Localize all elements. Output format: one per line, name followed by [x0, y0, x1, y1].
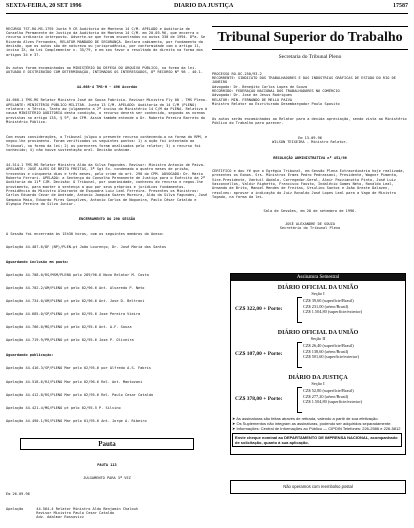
left-paragraph: 44.660-1 TMS-MS Relator Ministro José de Souza Fabricio. Revisor Ministro Fly 00 - TMS Pleno. APELANTE: MINISTÉRIO PÚBLICO MILITAR. Junta 13 C/M. APELADO: Auditoria da 14 C/M (PLENO) relatora: a Tércio, Tanto ao julgamento a 2ª inciso do Ministério 14 C/M da PLENA. Relativo à causa MINISTÉRIO AUDITORIA desta condição, o recurso deverá ser conhecido, segundo as normas previstas no artigo 135, § 9º, da CFM. Assim também entende o Dr. Roberto Pereira Barreto do Ministério Público.	[6, 98, 210, 124]
price-line: CZ$ 231,00 (aéreo/Brasil)	[303, 303, 349, 309]
dispatch-signature: Em 13.09.96 WILSON TEIXEIRA - Ministro Relator.	[272, 135, 348, 144]
price-line: CZ$ 277,20 (aéreo/Brasil)	[303, 393, 349, 399]
note-item: Envie cheque nominal ao DEPARTAMENTO DE IMPRENSA NACIONAL, acompanhado de solicitação, quanto à sua aplicação.	[232, 433, 402, 447]
list-item: Apelação 44.412-8/RS/PLENO Mar pelo 02/95-6 Rel. Paulo Cesar Cataldo	[6, 392, 154, 397]
list-item: Apelação 44.702-2/AM/PLENO pt pelo 02/96.6 Ant. Alvaredo P. Neto	[6, 286, 145, 291]
list-heading: Aguardando publicação:	[6, 353, 54, 358]
left-paragraph: 44.514-1 TMS-MS Relator Ministro Aldo da Silva Fagundes. Revisor: Ministro Antonio de Paiva. APELANTE: JOSÉ ALVES DE BRITO FREITAS, 3ª Sgt Ex. condenado a quatro meses de prisão, trezentos e cinquenta dias e três meses, pelo crime do art. 290 do CPM. ADVOGADO: Dr. Mario Roberto Ferrari. APELADA: a Sentença do Conselho Permanente de Justiça para o Exército da 2ª Auditoria da 11ª CJM. Decisão: O Tribunal, por unanimidade, conheceu do recurso e negou-lhe provimento, para manter a sentença a quo por seus próprios e jurídicos fundamentos. Presidência do Ministro Almirante de Esquadra Luiz Leal Ferreira. Presentes os Ministros: Carlos Eduardo Cezar de Andrade, Antonio Joaquim Soares Moreira, Aldo da Silva Fagundes, José Sampaio Maia, Eduardo Pires Gonçalves, Antonio Carlos de Nogueira, Paulo César Cataldo e Olympio Pereira da Silva Junior.	[6, 163, 210, 207]
note-item: ➤ Os Suplementos não integram as assinaturas, podendo ser adquiridos separadamente.	[232, 421, 392, 426]
header-rule	[6, 13, 408, 14]
court-title: Tribunal Superior do Trabalho	[212, 26, 408, 50]
process-details: PROCESSO RO-DC-250/93.2 RECORRENTE: SINDICATO DOS TRABALHADORES E DAS INDÚSTRIAS GRÁFICAS DE ESTADO DO RIO DE JANEIRO Advogado: Dr. Benedito Carlos Lopes de Souza RECORRIDO: FEDERAÇÃO NACIONAL DOS TRABALHADORES NO COMÉRCIO Advogado: Dr. Jose de Jesus Rodrigues RELATOR: MIN. FERNANDO DE MELLO PAIVA Ministro Relator ao Escriturado Desembargador Paulo Sposito	[212, 71, 396, 107]
publication-section: Seção I	[311, 291, 325, 296]
brace-icon	[297, 387, 302, 413]
section-heading: 44.668-4 TMS-H - 496 Acordão	[76, 85, 138, 90]
resolution-date: Sala de Sessões, em 20 de setembro de 1996.	[263, 209, 357, 213]
price-line: CZ$ 52,80 (superfície/Brasil)	[303, 388, 354, 393]
left-paragraph: RECURSO TST-RO-MS-1795 Junta 9 CR Auditoria de Mantena 14 C/M. APELADO e Auditoria de Conselho Permanente de Justiça da Auditoria de Mantena 14 C/M. em 20.05.96, que encerra o recurso ordinario interposto. Adverte-se que foram encontradas no autos 330 de 1994. 8ºa. Se Ricardo Alves Fernandes, RELATOR MANDADO DE SEGURANÇA. Declara cabimento, por fundamento da decisão, que os autos são de natureza ou jurisprudência, por conformidade com o artigo 11, inciso IX, da Lei Complementar n. 35/79, e em seu favor o resultado de direito na forma dos artigos 34 e 37.	[6, 26, 208, 57]
publication-name: DIÁRIO DA JUSTIÇA	[288, 375, 348, 381]
price-row	[231, 296, 405, 326]
pauta-heading: Pauta	[20, 438, 194, 450]
price-line: CZ$ 1.504,80 (superfície/exterior)	[303, 309, 363, 314]
price-line: CZ$ 138,60 (aéreo/Brasil)	[303, 348, 349, 354]
left-column	[6, 18, 208, 528]
pauta-entry: Apelação 44.564-4 Relator Ministro Aldo Benjamin Chalouh Revisor Ministro Paulo Cesar Cataldo Adv. Adalmar Rossovicz	[6, 506, 138, 520]
list-item: Apelação 44.487-6/DF (NP)/PLEN-pt João Lourenço, Dr. José Maria dos Santos	[6, 245, 167, 250]
price-total: CZ$ 107,00 + Porte:	[235, 351, 283, 357]
list-item: Apelação 44.719-9/PR/PLENO pt pelo 02/95-6 Jose P. Oliveira	[6, 338, 134, 343]
header-page-number: 17587	[393, 3, 408, 9]
subscription-band: Assinatura Semestral	[231, 274, 405, 281]
subscription-notes	[232, 416, 402, 447]
resolution-heading: RESOLUÇÃO ADMINISTRATIVA nº 451/96	[273, 155, 347, 160]
header-date: SEXTA-FEIRA, 20 SET 1996	[6, 3, 82, 9]
publication-name: DIÁRIO OFICIAL DA UNIÃO	[277, 285, 359, 291]
resolution-text: CERTIFICO e dou fé que o Egrégio Tribunal, em Sessão Plena Extraordinária hoje realizada, presentes os Exmos. Srs. Ministros Ermes Pedro Pedrassani, Presidente, Wagner Pimenta, Vice-Presidente, Vantuil Abdala, Corregedor-Geral, Almir Pazzianotto Pinto, José Luiz Vasconcellos, Valdir Righetto, Francisco Fausto, Indalécio Gomes Neto, Ronaldo Leal, Armando de Brito, Manoel Mendes de Freitas, Ursulino Santos e João Oreste Dalazen, resolveu: aprovar a indicação do Juiz Ronaldo José Lopes Leal para a Vaga de Ministro Togado, na forma da lei.	[212, 168, 407, 199]
list-item: Apelação 44.518-6/RJ/PLENO Mar pelo 02/96-6 Rel. Ant. Mantovani	[6, 379, 143, 384]
price-line: CZ$ 1.504,80 (superfície/exterior)	[303, 399, 363, 404]
publication-section: Seção II	[310, 336, 326, 341]
list-heading: Aguardando inclusão em pauta:	[6, 260, 69, 265]
list-item: Apelação 44.734-0/AM/PLENO pt pelo 02/96-6 Ant. Jose D. Beltrani	[6, 299, 145, 304]
right-column	[212, 18, 408, 239]
price-line: CZ$ 26,40 (superfície/Brasil)	[303, 343, 354, 348]
brace-icon	[297, 342, 302, 368]
page-header	[6, 3, 408, 13]
list-item: Apelação 44.416-3/SP/PLENO Mar pelo 02/95-6 por Alfredo A.S. Fabris	[6, 366, 151, 371]
list-item: Apelação 44.708-0/RS/MSM/PLENO pelo 289/96.6 Novo Relator M. Costa	[6, 273, 149, 278]
list-item: Apelação 44.706-0/MG/PLENO pt pelo 02/95-6 Ant. A.F. Souza	[6, 325, 132, 330]
price-line: CZ$ 501,60 (superfície/exterior)	[303, 354, 359, 359]
postal-notice: Não operamos com reembolso postal	[230, 480, 406, 494]
publication-name: DIÁRIO OFICIAL DA UNIÃO	[277, 330, 359, 336]
list-item: Apelação 44.685-0/SP/PLENO pt pelo 02/95-6 Jose Pereira Vieira	[6, 312, 141, 317]
pauta-number: PAUTA 113	[97, 462, 117, 467]
note-item: ➤ As assinaturas são feitas através de retirada, valendo a partir de sua efetivação.	[232, 416, 379, 421]
section-heading: ENCERRAMENTO DO 290 SESSÃO	[78, 217, 136, 222]
secretary-signature: JOSÉ ALEXANDRE DE SOUZA Secretário do Tribunal Pleno	[279, 222, 341, 231]
header-journal: DIARIO DA JUSTIÇA	[174, 3, 234, 9]
left-paragraph: Com essas considerações, o Tribunal julgou o presente recurso conhecendo-o na forma do RPM, e negou-lhe provimento. Foram verificados os seguintes pontos: 1) a ação foi intentada ao Tribunal, na forma da lei; 2) os pareceres foram analisados pelo relator; 3) o recurso foi conhecido; 4) não houve sustentação oral. Decisão unânime.	[6, 134, 210, 152]
note-item: ➤ Informações: Central de Informações ao Público — CIPDIN Telefones: 226-2586 e 226-5812	[232, 426, 401, 431]
publication-section: Seção I	[311, 381, 325, 386]
price-row	[231, 386, 405, 416]
price-row	[231, 341, 405, 371]
list-item: Apelação 44.421-4/MG/PLENO pt pelo 02/95-5 P. Silvino	[6, 405, 121, 410]
dispatch-text: Os autos serão encaminhados ao Relator para a devida apreciação, sendo vista ao Ministério Público do Trabalho para parecer.	[212, 117, 409, 126]
brace-icon	[297, 297, 302, 323]
pauta-subtitle: JULGAMENTO PARA 3ª VEZ	[83, 475, 131, 480]
pauta-date: Em 26.09.96	[6, 491, 30, 496]
price-total: CZ$ 322,00 + Porte:	[235, 306, 283, 312]
price-total: CZ$ 378,00 + Porte:	[235, 396, 283, 402]
left-paragraph: A Sessão foi encerrada às 15h30 horas, com os seguintes membros do Anexo:	[6, 232, 164, 237]
price-line: CZ$ 39,60 (superfície/Brasil)	[303, 298, 354, 303]
secretariat-title: Secretaria do Tribunal Pleno	[278, 54, 342, 60]
left-paragraph: Os autos foram encaminhados ao MINISTÉRIO DA DEFESA DO ARQUIVO PÚBLICO, na forma da lei. AUTUADO E DISTRIBUÍDO COM DETERMINAÇÃO, INTIMADOS OS INTERESSADOS, 8º RECURSO Nº 98 - 40-1.	[6, 65, 203, 75]
list-item: Apelação 44.490-1/RS/PLENO Mar pelo 01/95-6 Ant. Jorge A. Ribeiro	[6, 418, 147, 423]
